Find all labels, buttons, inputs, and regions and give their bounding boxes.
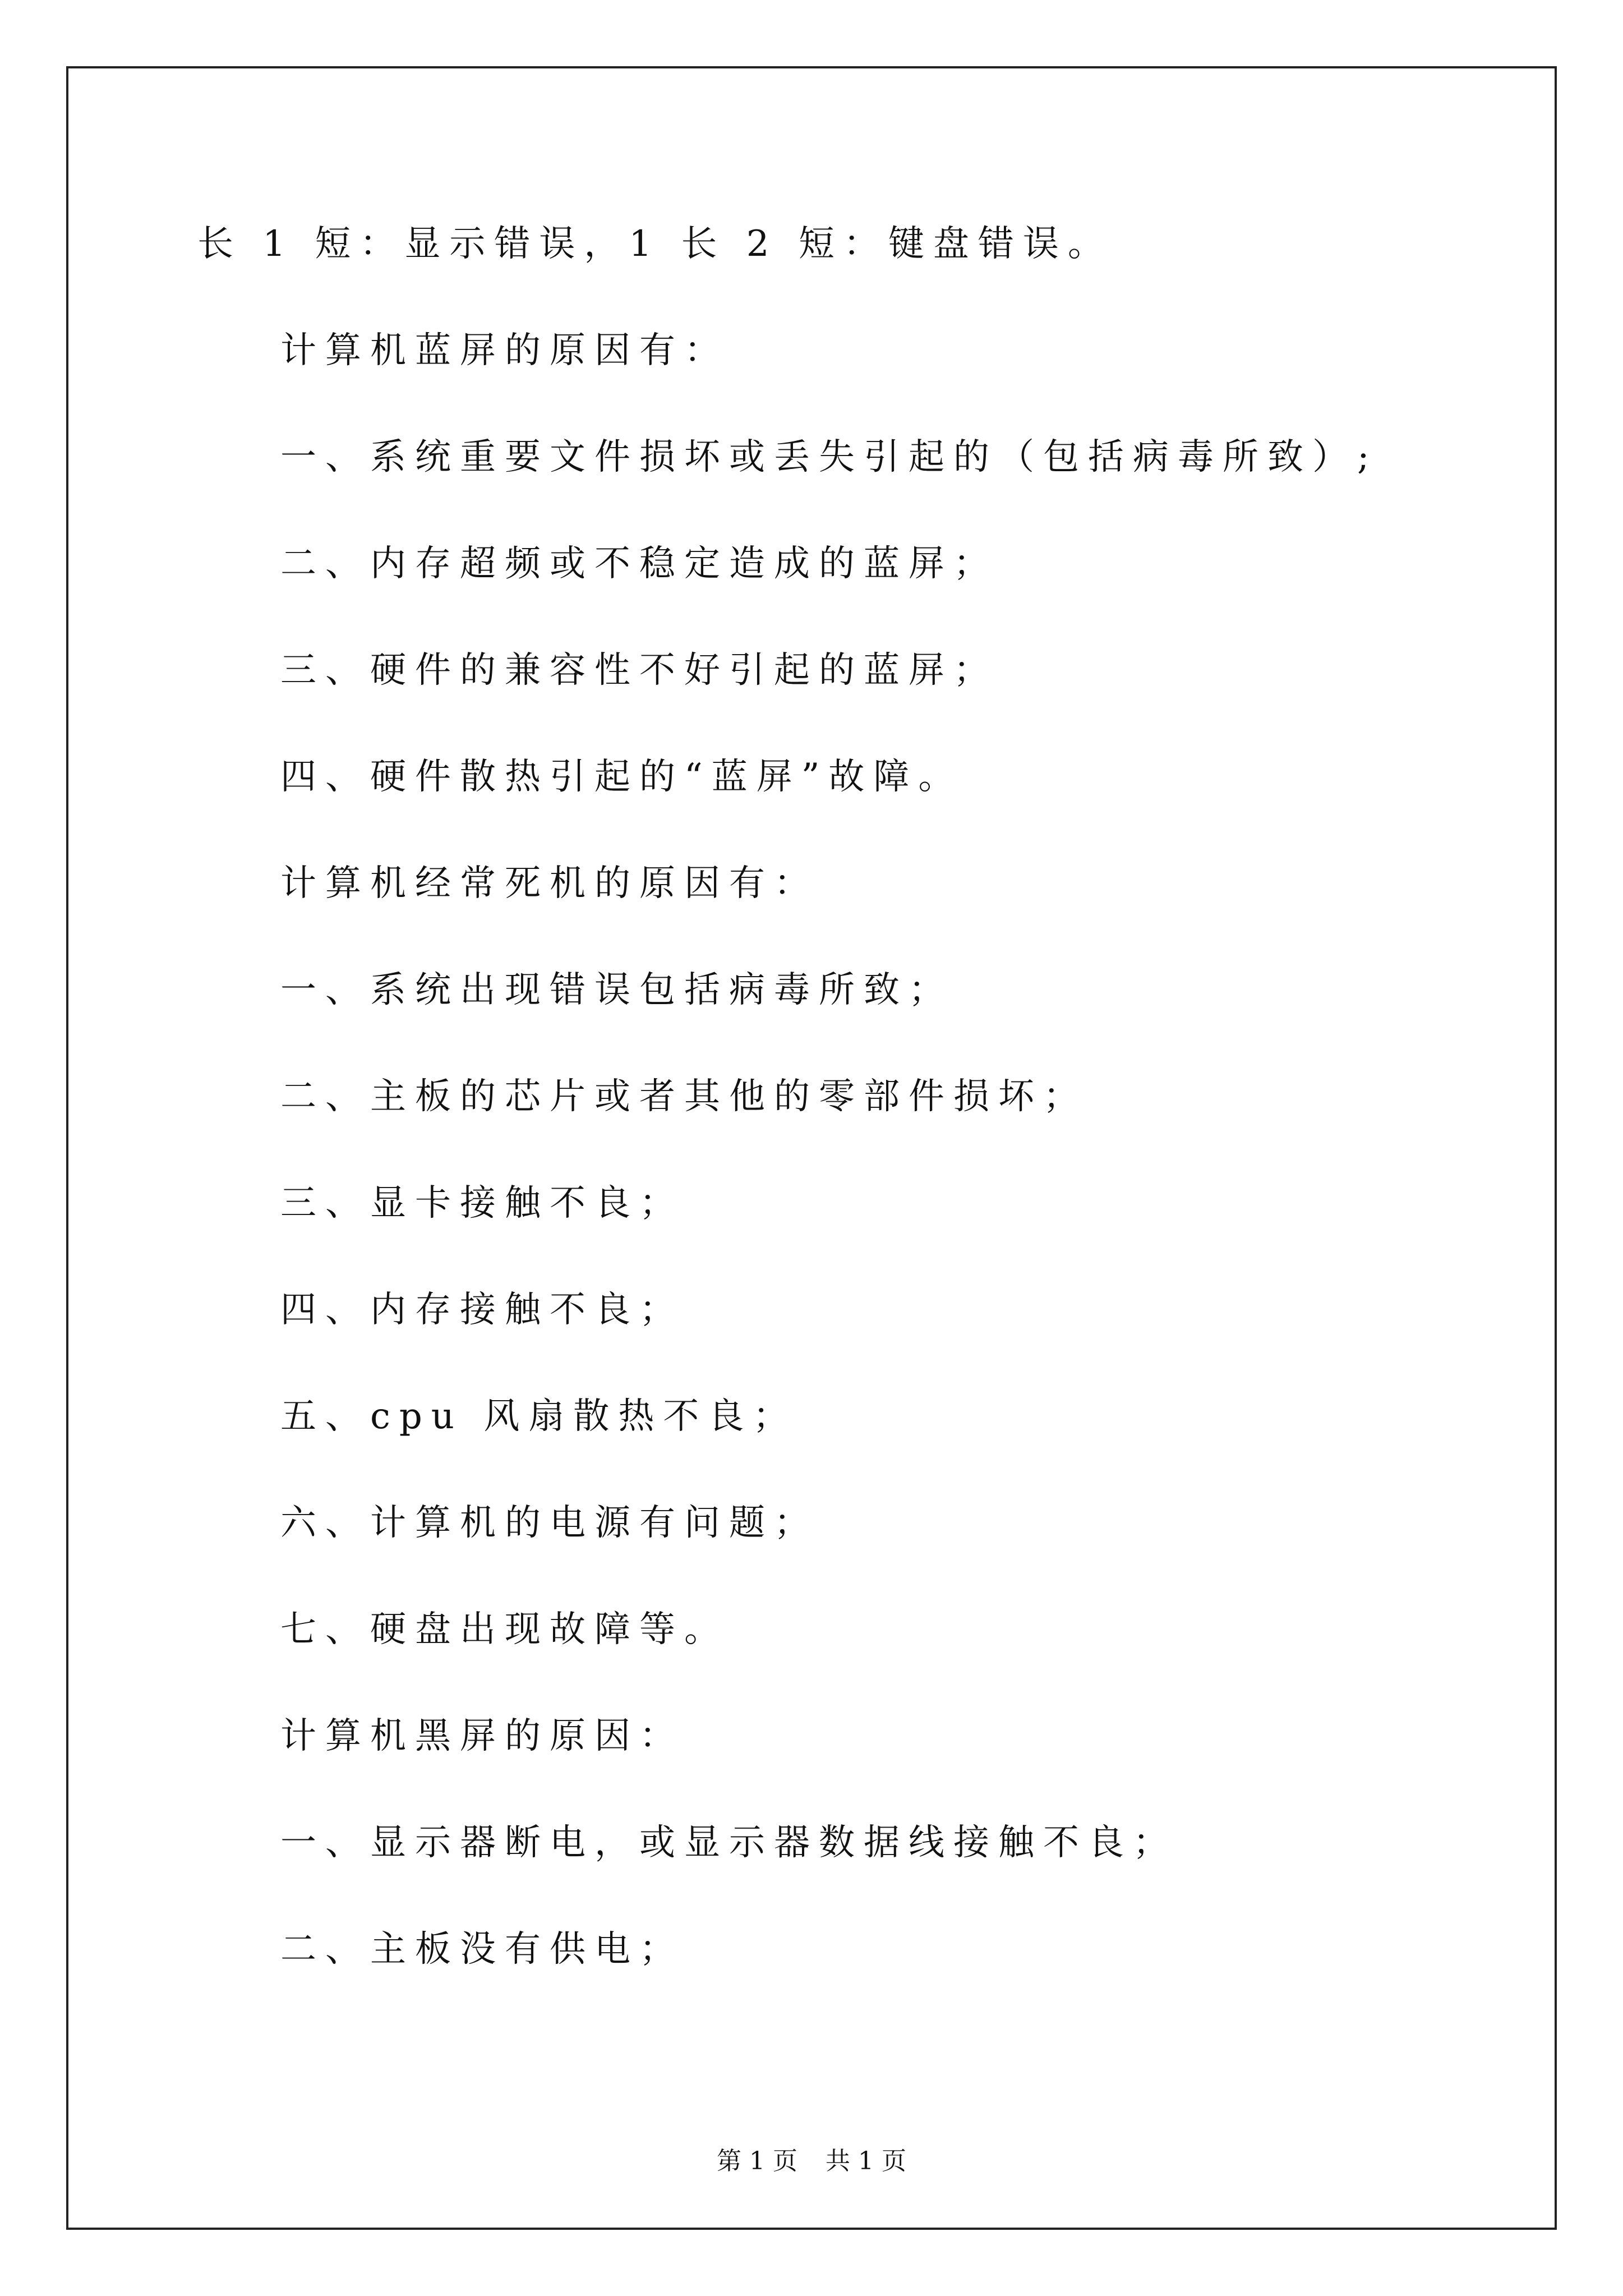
list-item: 二、主板没有供电； bbox=[280, 1929, 684, 1970]
list-item: 五、cpu 风扇散热不良； bbox=[280, 1396, 798, 1437]
heading-crash-causes: 计算机经常死机的原因有： bbox=[280, 863, 819, 904]
document-body bbox=[197, 222, 1487, 1971]
list-item: 一、系统重要文件损坏或丢失引起的（包括病毒所致）; bbox=[280, 436, 1378, 478]
list-item: 三、硬件的兼容性不好引起的蓝屏； bbox=[280, 650, 998, 691]
page-footer bbox=[0, 2147, 1623, 2175]
heading-black-screen-causes: 计算机黑屏的原因： bbox=[280, 1715, 684, 1757]
heading-blue-screen-causes: 计算机蓝屏的原因有： bbox=[280, 330, 729, 371]
list-item: 三、显卡接触不良； bbox=[280, 1182, 684, 1224]
list-item: 四、硬件散热引起的“蓝屏”故障。 bbox=[280, 756, 963, 798]
page-number: 第 1 页 bbox=[717, 2147, 797, 2175]
list-item: 一、显示器断电，或显示器数据线接触不良； bbox=[280, 1822, 1178, 1864]
list-item: 六、计算机的电源有问题； bbox=[280, 1502, 819, 1544]
list-item: 二、内存超频或不稳定造成的蓝屏； bbox=[280, 543, 998, 585]
list-item: 七、硬盘出现故障等。 bbox=[280, 1609, 729, 1650]
list-item: 二、主板的芯片或者其他的零部件损坏； bbox=[280, 1076, 1088, 1117]
list-item: 四、内存接触不良； bbox=[280, 1289, 684, 1331]
list-item: 一、系统出现错误包括病毒所致； bbox=[280, 969, 953, 1011]
paragraph-beep-codes: 长 1 短：显示错误，1 长 2 短：键盘错误。 bbox=[197, 223, 1113, 265]
page-total: 共 1 页 bbox=[826, 2147, 906, 2175]
